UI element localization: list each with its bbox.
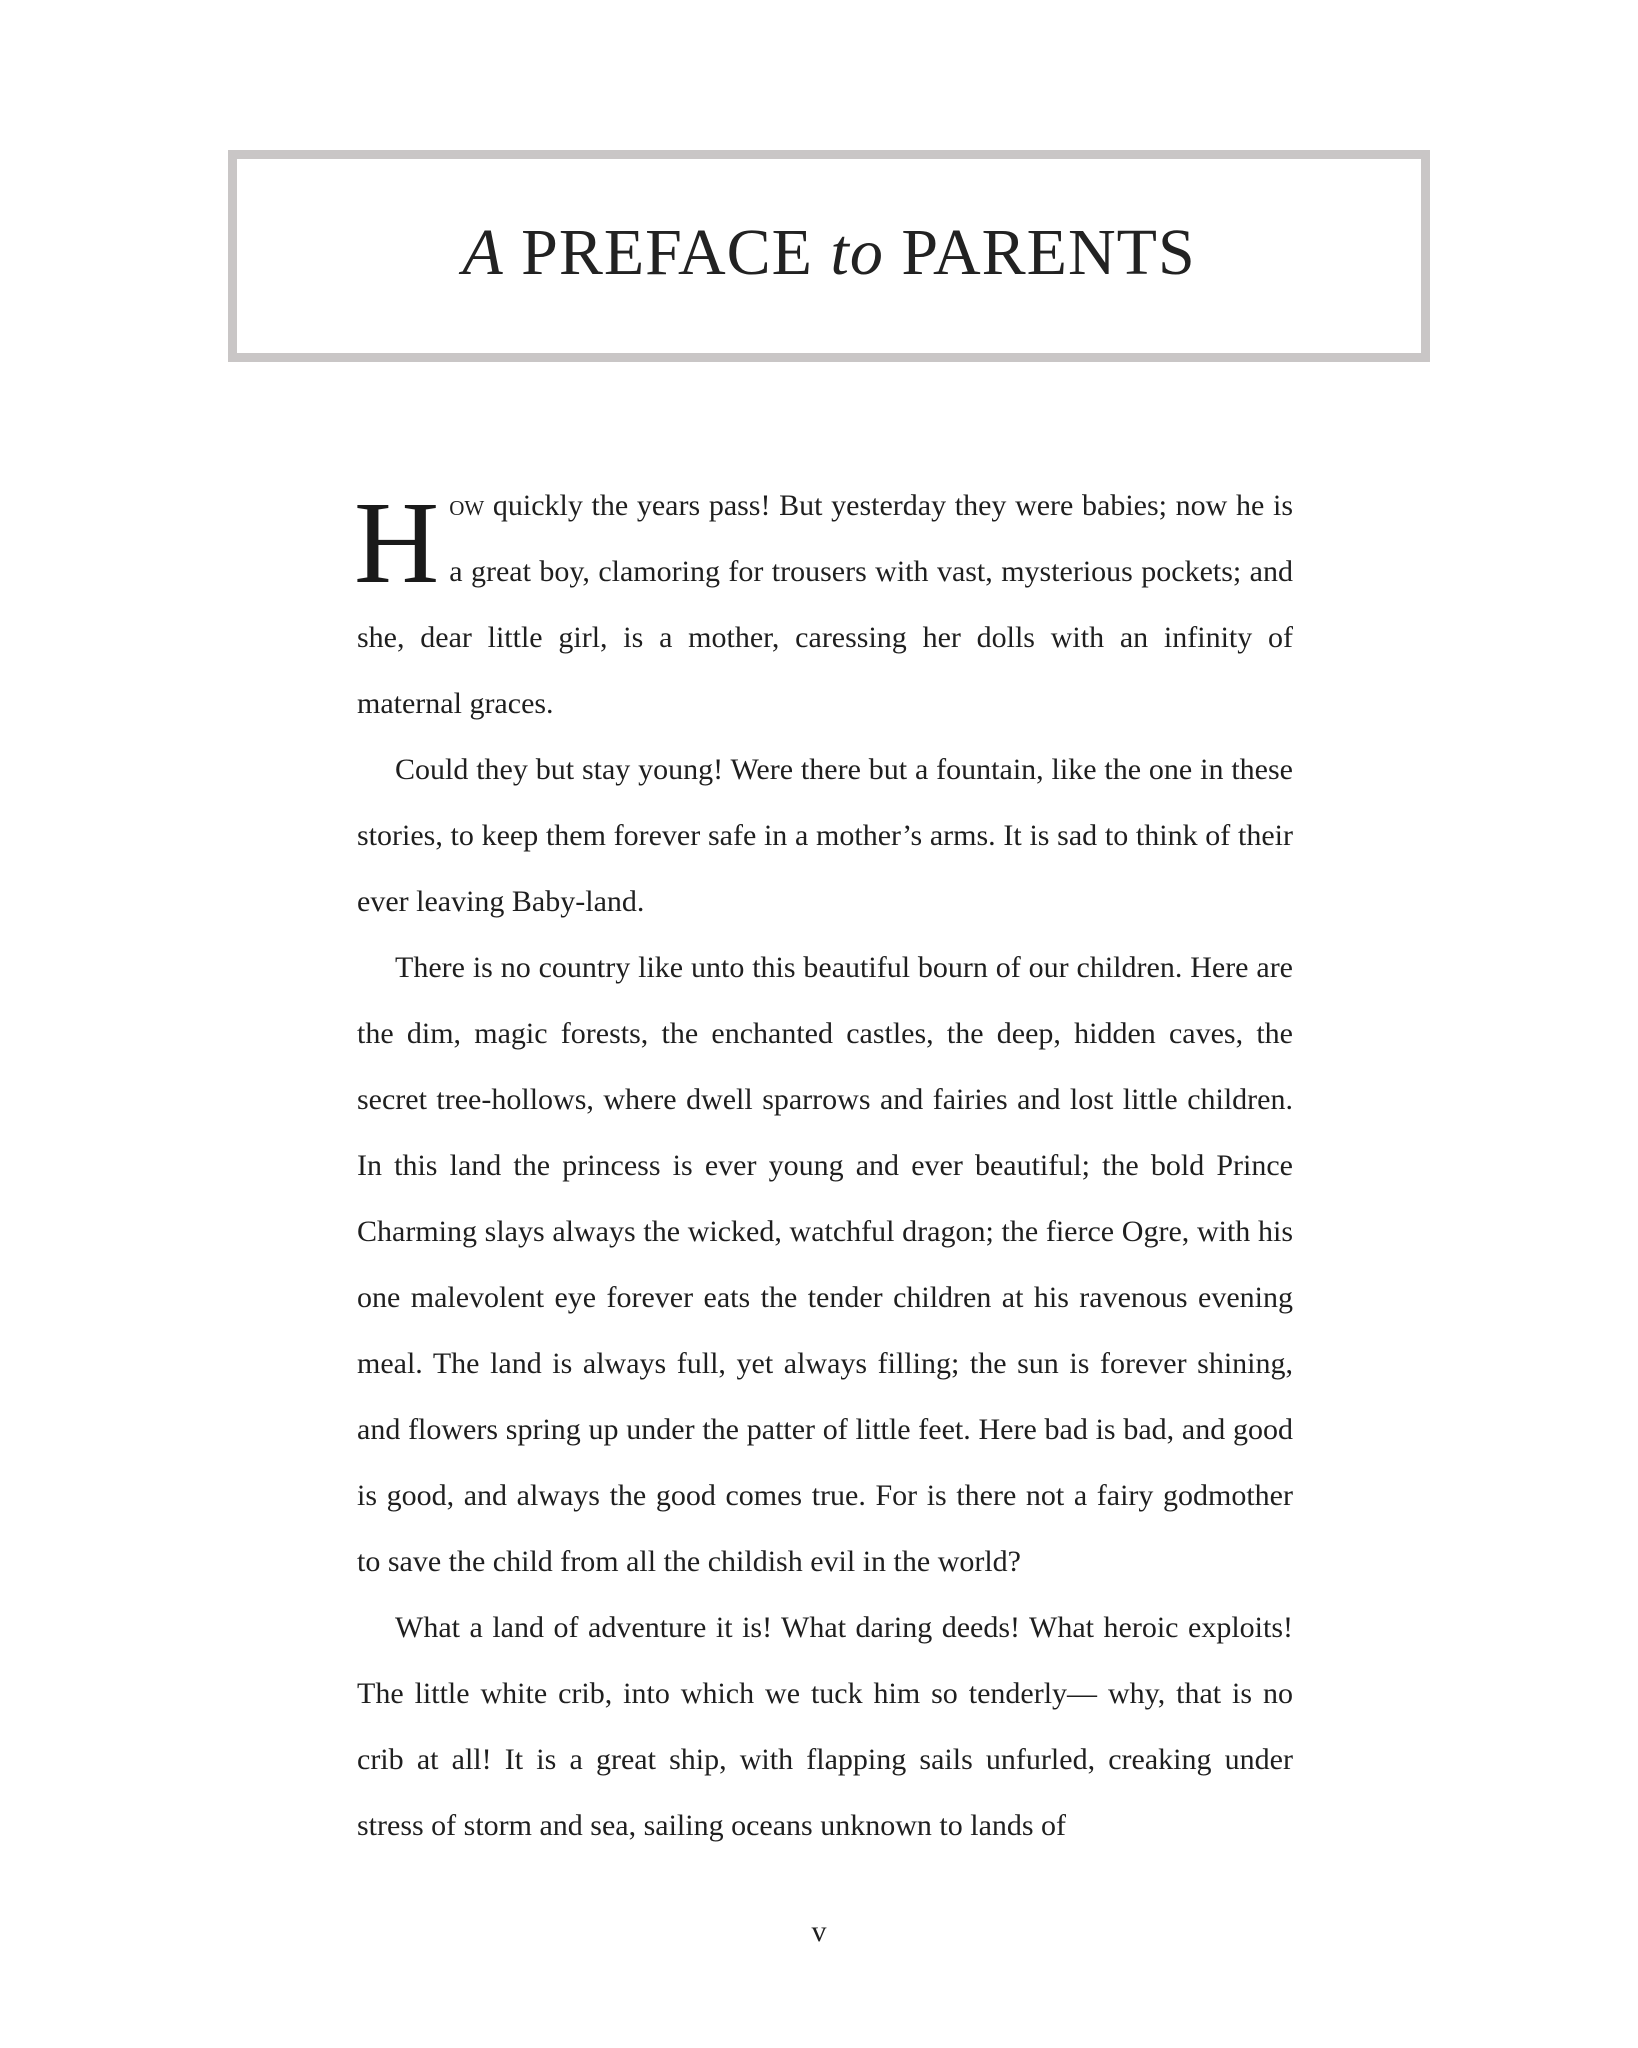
paragraph-4: What a land of adventure it is! What daring deeds! What heroic exploits! The little white crib, into which we tuck him so tenderly— why, that is no crib at all! It is a great ship, with flapping sails unfurled, creaking under stress of storm and sea, sailing oceans unknown to lands of xyxy=(357,1611,1293,1842)
title-word-preface: PREFACE xyxy=(503,216,831,289)
paragraph-3: There is no country like unto this beautiful bourn of our children. Here are the dim, magic forests, the enchanted castles, the deep, hidden caves, the secret tree-hollows, where dwell sparrows and fairies and lost little children. In this land the princess is ever young and ever beautiful; the bold Prince Charming slays always the wicked, watchful dragon; the fierce Ogre, with his one malevolent eye forever eats the tender children at his ravenous evening meal. The land is always full, yet always filling; the sun is forever shining, and flowers spring up under the patter of little feet. Here bad is bad, and good is good, and always the good comes true. For is there not a fairy godmother to save the child from all the childish evil in the world? xyxy=(357,951,1293,1578)
title-word-parents: PARENTS xyxy=(883,216,1196,289)
opening-small-caps: ow xyxy=(449,489,485,522)
preface-body xyxy=(354,473,1293,1859)
page-title xyxy=(462,215,1195,291)
paragraph-1 xyxy=(354,473,1293,737)
page-number: v xyxy=(811,1915,827,1948)
paragraph-1-text: quickly the years pass! But yesterday they were babies; now he is a great boy, clamoring for trousers with vast, mysterious pockets; and she, dear little girl, is a mother, caressing her dolls with an infinity of maternal graces. xyxy=(357,489,1293,720)
paragraph-2: Could they but stay young! Were there but a fountain, like the one in these stories, to keep them forever safe in a mother’s arms. It is sad to think of their ever leaving Baby-land. xyxy=(357,753,1293,918)
title-frame xyxy=(228,150,1430,362)
title-word-a: A xyxy=(462,216,504,289)
title-word-to: to xyxy=(830,216,884,289)
drop-cap: H xyxy=(354,477,440,608)
